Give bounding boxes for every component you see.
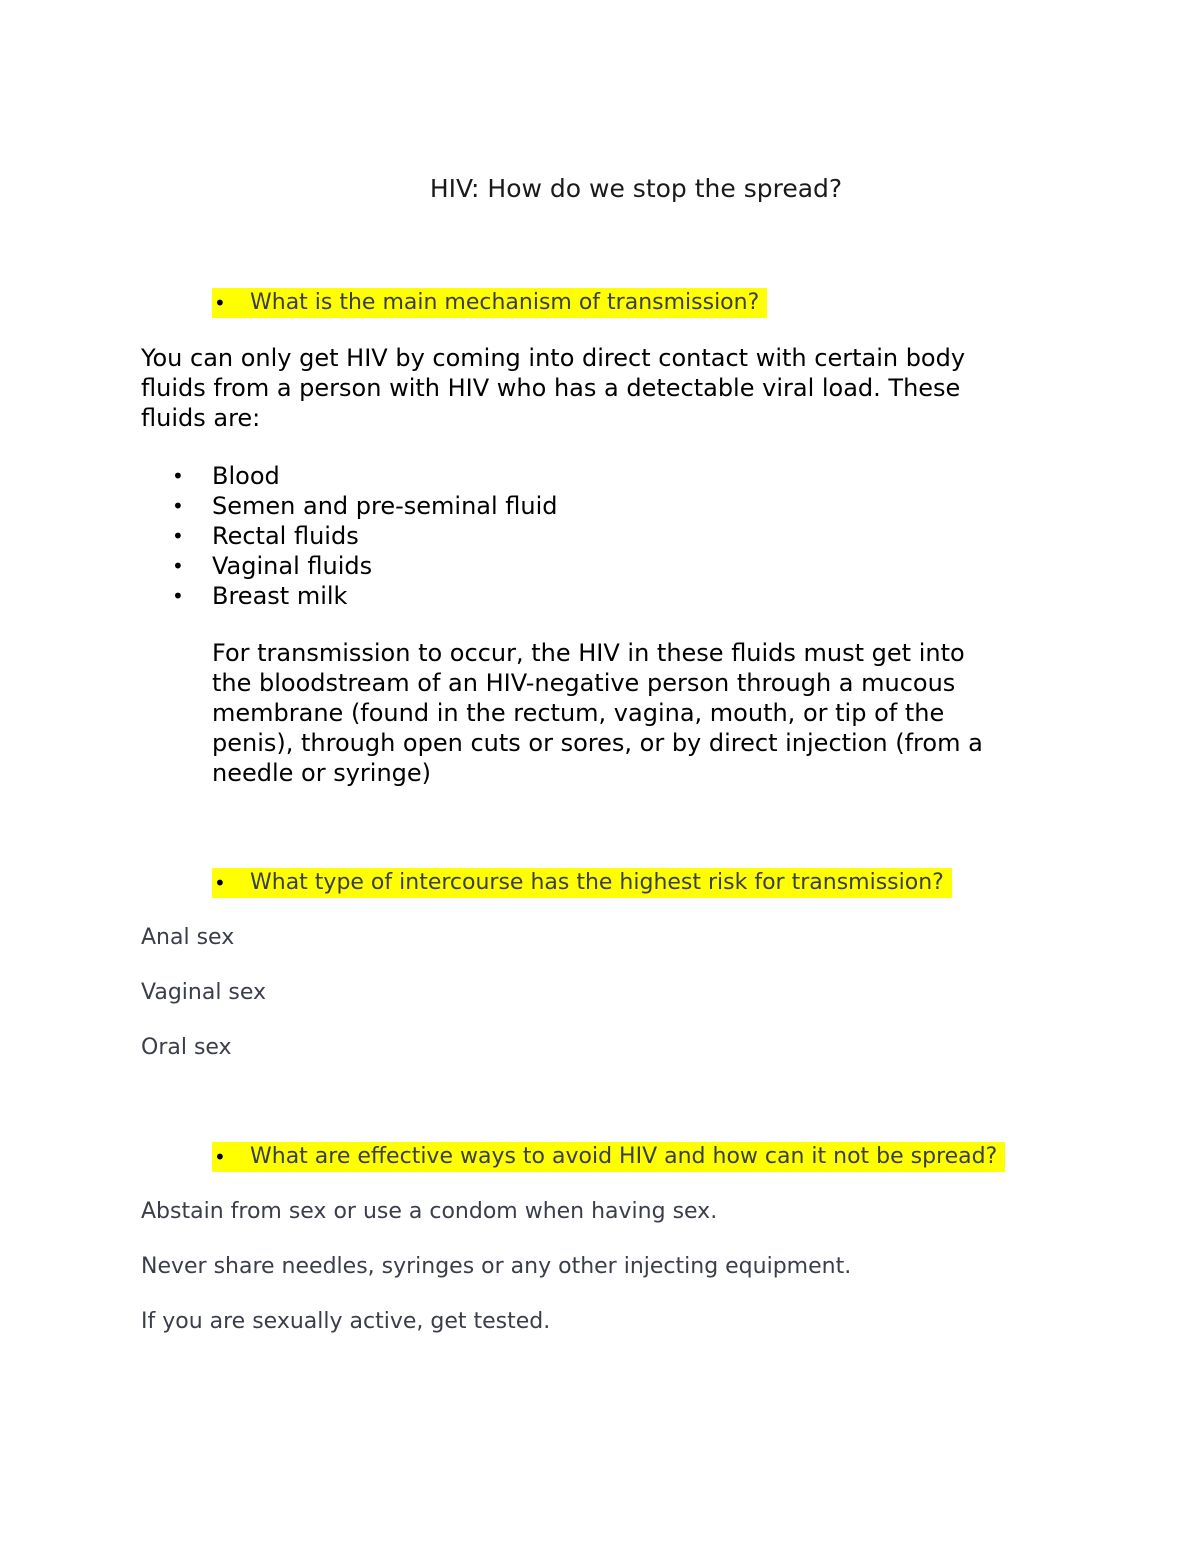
bullet-icon: • — [172, 554, 184, 578]
q2-answer: Anal sex — [141, 925, 235, 950]
question-2 — [212, 866, 952, 900]
list-item: • Blood — [172, 462, 280, 490]
question-2-highlight — [212, 868, 952, 898]
q1-detail-line: For transmission to occur, the HIV in these fluids must get into — [212, 639, 965, 667]
question-2-text: What type of intercourse has the highest risk for transmission? — [250, 870, 944, 895]
q2-answer: Vaginal sex — [141, 980, 267, 1005]
list-item: • Vaginal fluids — [172, 552, 373, 580]
bullet-icon: • — [172, 584, 184, 608]
q3-answer: Never share needles, syringes or any other injecting equipment. — [141, 1254, 852, 1279]
bullet-icon: • — [214, 871, 226, 895]
q1-intro-line: You can only get HIV by coming into direct contact with certain body — [141, 344, 966, 372]
bullet-icon: • — [214, 1145, 226, 1169]
bullet-icon: • — [172, 524, 184, 548]
q3-answer: If you are sexually active, get tested. — [141, 1309, 551, 1334]
q1-detail-line: needle or syringe) — [212, 759, 432, 787]
list-item: • Rectal fluids — [172, 522, 359, 550]
document-title: HIV: How do we stop the spread? — [429, 174, 843, 203]
question-3 — [212, 1140, 1005, 1174]
question-1-highlight — [212, 288, 767, 318]
list-item: • Semen and pre-seminal fluid — [172, 492, 558, 520]
body-fluids-list — [172, 461, 558, 611]
q1-detail-line: membrane (found in the rectum, vagina, mouth, or tip of the — [212, 699, 945, 727]
q2-answer: Oral sex — [141, 1035, 232, 1060]
q1-detail-line: the bloodstream of an HIV-negative person through a mucous — [212, 669, 956, 697]
q1-intro-paragraph — [141, 343, 1041, 433]
list-item: • Breast milk — [172, 582, 348, 610]
question-1-text: What is the main mechanism of transmission? — [250, 290, 760, 315]
q3-answer: Abstain from sex or use a condom when having sex. — [141, 1199, 718, 1224]
bullet-icon: • — [214, 291, 226, 315]
question-1 — [212, 286, 767, 320]
q1-detail-paragraph — [212, 638, 983, 788]
question-3-highlight — [212, 1142, 1005, 1172]
q1-intro-line: fluids are: — [141, 404, 261, 432]
q1-detail-line: penis), through open cuts or sores, or by direct injection (from a — [212, 729, 983, 757]
q1-intro-line: fluids from a person with HIV who has a detectable viral load. These — [141, 374, 961, 402]
bullet-icon: • — [172, 494, 184, 518]
question-3-text: What are effective ways to avoid HIV and how can it not be spread? — [250, 1144, 998, 1169]
bullet-icon: • — [172, 464, 184, 488]
